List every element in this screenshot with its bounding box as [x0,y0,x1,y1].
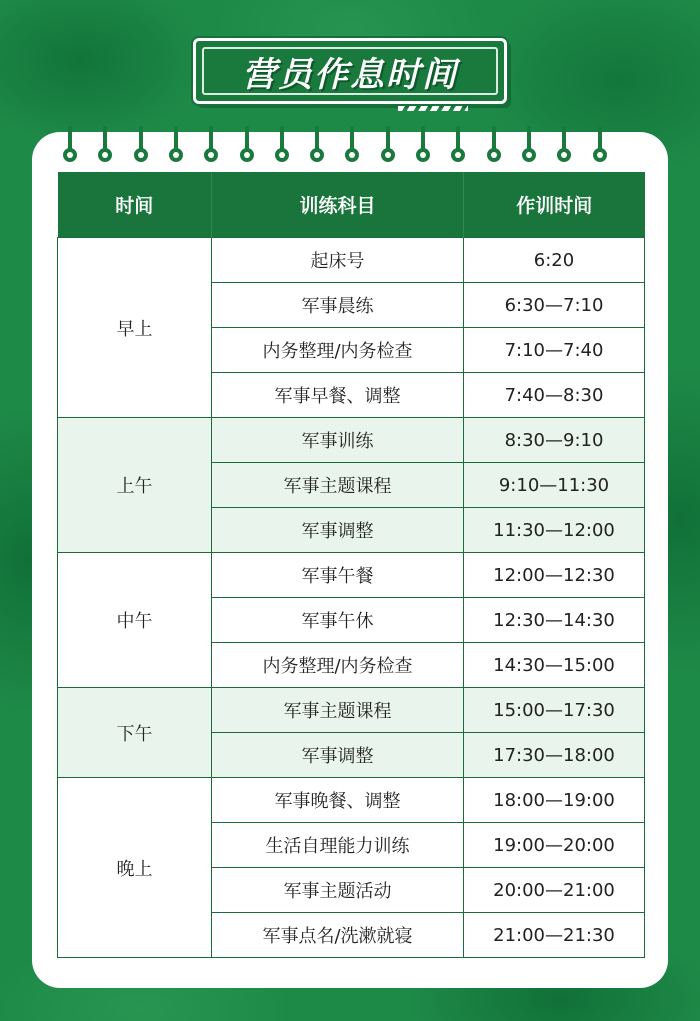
subject-cell: 军事主题活动 [212,868,464,913]
time-cell: 8:30—9:10 [464,418,645,463]
binder-ring-icon [448,126,468,162]
subject-cell: 军事主题课程 [212,463,464,508]
binder-ring-icon [131,126,151,162]
subject-cell: 军事训练 [212,418,464,463]
binder-ring-icon [95,126,115,162]
table-row [58,688,645,733]
schedule-table [57,172,645,958]
subject-cell: 军事主题课程 [212,688,464,733]
period-cell: 早上 [58,238,212,418]
period-cell: 上午 [58,418,212,553]
table-row [58,238,645,283]
table-row [58,778,645,823]
subject-cell: 军事晨练 [212,283,464,328]
binder-ring-icon [413,126,433,162]
time-cell: 11:30—12:00 [464,508,645,553]
schedule-body [58,238,645,958]
time-cell: 15:00—17:30 [464,688,645,733]
subject-cell: 起床号 [212,238,464,283]
subject-cell: 军事调整 [212,733,464,778]
header-period: 时间 [58,172,212,238]
time-cell: 9:10—11:30 [464,463,645,508]
binder-ring-icon [166,126,186,162]
period-cell: 下午 [58,688,212,778]
binder-ring-icon [201,126,221,162]
binder-rings [60,126,640,162]
binder-ring-icon [554,126,574,162]
binder-ring-icon [342,126,362,162]
subject-cell: 内务整理/内务检查 [212,643,464,688]
time-cell: 14:30—15:00 [464,643,645,688]
table-row [58,418,645,463]
table-header-row [58,172,645,238]
time-cell: 19:00—20:00 [464,823,645,868]
binder-ring-icon [60,126,80,162]
subject-cell: 军事早餐、调整 [212,373,464,418]
binder-ring-icon [519,126,539,162]
page-title: 营员作息时间 [242,54,458,95]
binder-ring-icon [237,126,257,162]
subject-cell: 军事调整 [212,508,464,553]
time-cell: 20:00—21:00 [464,868,645,913]
time-cell: 6:30—7:10 [464,283,645,328]
header-subject: 训练科目 [212,172,464,238]
period-cell: 中午 [58,553,212,688]
binder-ring-icon [378,126,398,162]
subject-cell: 生活自理能力训练 [212,823,464,868]
subject-cell: 军事点名/洗漱就寝 [212,913,464,958]
header-time: 作训时间 [464,172,645,238]
subject-cell: 内务整理/内务检查 [212,328,464,373]
time-cell: 7:40—8:30 [464,373,645,418]
subject-cell: 军事晚餐、调整 [212,778,464,823]
binder-ring-icon [484,126,504,162]
period-cell: 晚上 [58,778,212,958]
time-cell: 6:20 [464,238,645,283]
binder-ring-icon [307,126,327,162]
subject-cell: 军事午餐 [212,553,464,598]
time-cell: 7:10—7:40 [464,328,645,373]
title-badge [193,38,507,104]
binder-ring-icon [272,126,292,162]
time-cell: 12:30—14:30 [464,598,645,643]
binder-ring-icon [590,126,610,162]
time-cell: 12:00—12:30 [464,553,645,598]
table-row [58,553,645,598]
subject-cell: 军事午休 [212,598,464,643]
time-cell: 21:00—21:30 [464,913,645,958]
time-cell: 18:00—19:00 [464,778,645,823]
time-cell: 17:30—18:00 [464,733,645,778]
